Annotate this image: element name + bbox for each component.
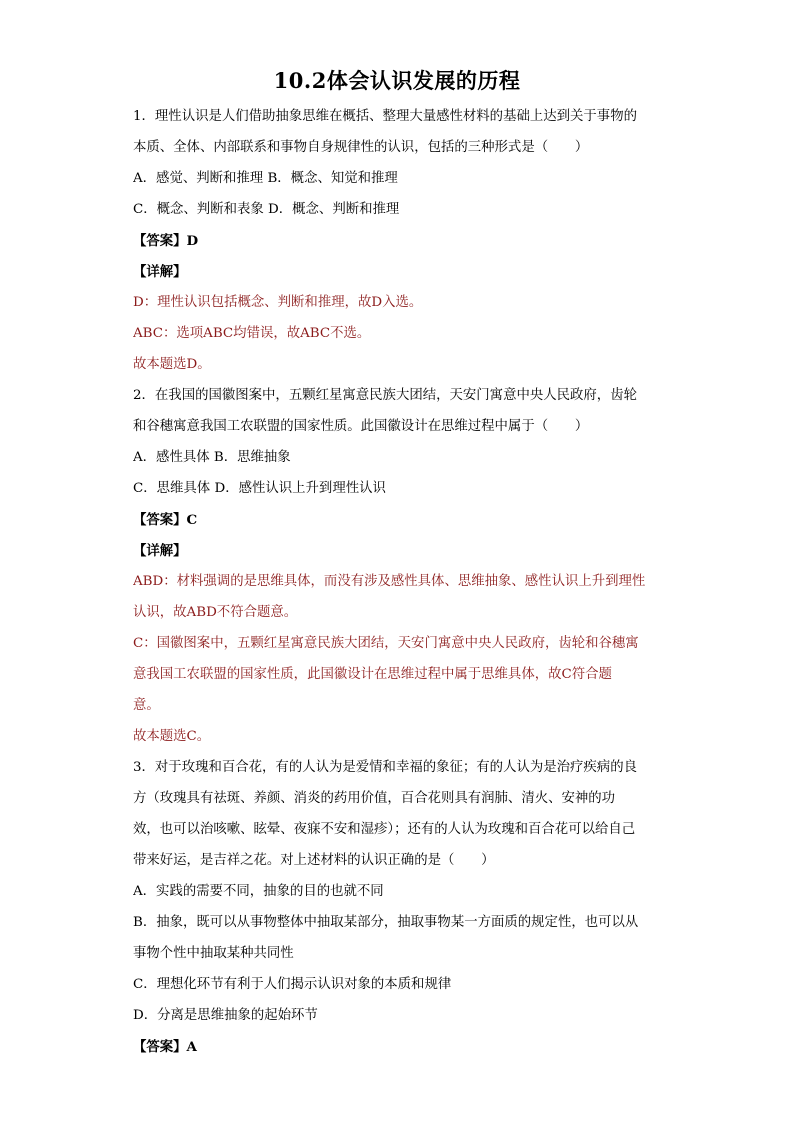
question-line: 事物个性中抽取某种共同性 [133,946,294,961]
question-line: C．理想化环节有利于人们揭示认识对象的本质和规律 [133,977,452,992]
question-line: A．实践的需要不同，抽象的目的也就不同 [133,884,384,899]
question-line: D．分离是思维抽象的起始环节 [133,1008,318,1023]
question-line: 和谷穗寓意我国工农联盟的国家性质。此国徽设计在思维过程中属于（ ） [133,419,589,434]
explanation-line: 意。 [133,698,160,713]
question-line: 方（玫瑰具有祛斑、养颜、消炎的药用价值，百合花则具有润肺、清火、安神的功 [133,791,616,806]
answer-heading: 【答案】D [133,233,199,249]
answer-heading: 【答案】C [133,512,198,528]
question-line: A．感觉、判断和推理 B．概念、知觉和推理 [133,171,398,186]
question-line: 带来好运，是吉祥之花。对上述材料的认识正确的是（ ） [133,853,495,868]
explanation-line: ABC：选项ABC均错误，故ABC不选。 [133,326,371,341]
explanation-line: D：理性认识包括概念、判断和推理，故D入选。 [133,295,423,310]
question-line: 3．对于玫瑰和百合花，有的人认为是爱情和幸福的象征；有的人认为是治疗疾病的良 [133,760,637,775]
question-line: C．思维具体 D．感性认识上升到理性认识 [133,481,386,496]
question-line: 本质、全体、内部联系和事物自身规律性的认识，包括的三种形式是（ ） [133,140,589,155]
question-line: C．概念、判断和表象 D．概念、判断和推理 [133,202,400,217]
explanation-line: ABD：材料强调的是思维具体，而没有涉及感性具体、思维抽象、感性认识上升到理性 [133,574,646,589]
question-line: B．抽象，既可以从事物整体中抽取某部分，抽取事物某一方面质的规定性，也可以从 [133,915,639,930]
explanation-line: 故本题选C。 [133,729,211,744]
page-title: 10.2体会认识发展的历程 [273,68,521,93]
question-line: 2．在我国的国徽图案中，五颗红星寓意民族大团结，天安门寓意中央人民政府，齿轮 [133,388,637,403]
explanation-line: C：国徽图案中，五颗红星寓意民族大团结，天安门寓意中央人民政府，齿轮和谷穗寓 [133,636,639,651]
answer-heading: 【详解】 [133,264,187,280]
explanation-line: 认识，故ABD不符合题意。 [133,605,298,620]
explanation-line: 故本题选D。 [133,357,211,372]
question-line: A．感性具体 B．思维抽象 [133,450,291,465]
answer-heading: 【答案】A [133,1039,197,1055]
question-line: 效，也可以治咳嗽、眩晕、夜寐不安和湿疹）；还有的人认为玫瑰和百合花可以给自己 [133,822,636,837]
question-line: 1．理性认识是人们借助抽象思维在概括、整理大量感性材料的基础上达到关于事物的 [133,109,637,124]
explanation-line: 意我国工农联盟的国家性质，此国徽设计在思维过程中属于思维具体，故C符合题 [133,667,612,682]
answer-heading: 【详解】 [133,543,187,559]
